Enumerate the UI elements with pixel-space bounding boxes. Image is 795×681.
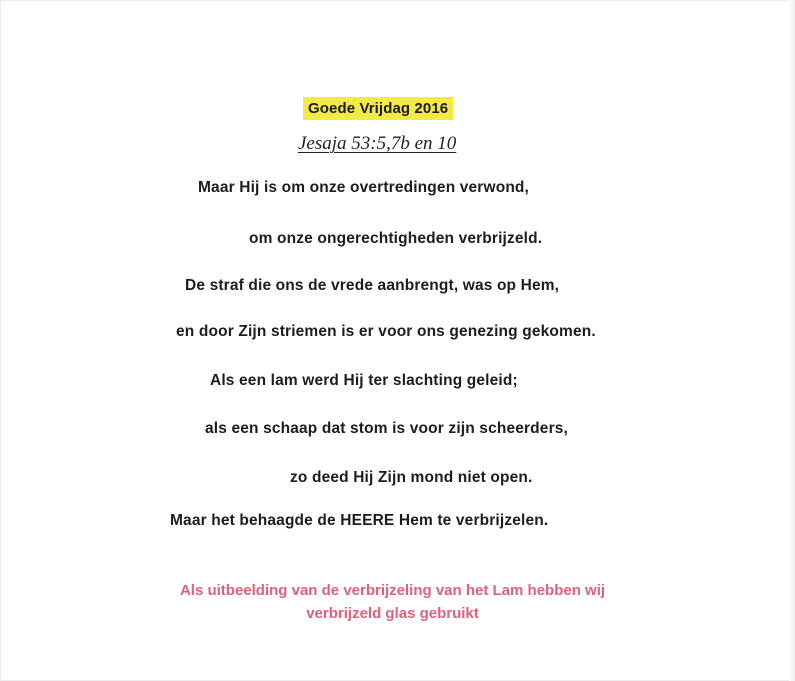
document-title: Goede Vrijdag 2016 — [308, 100, 449, 117]
verse-line: om onze ongerechtigheden verbrijzeld. — [249, 230, 543, 247]
verse-line: Maar het behaagde de HEERE Hem te verbrijzelen. — [170, 512, 549, 529]
verse-line: en door Zijn striemen is er voor ons genezing gekomen. — [176, 323, 596, 340]
verse-line: Als een lam werd Hij ter slachting geleid; — [210, 372, 518, 389]
note-line: Als uitbeelding van de verbrijzeling van het Lam hebben wij — [179, 582, 606, 599]
verse-line: zo deed Hij Zijn mond niet open. — [290, 469, 533, 486]
verse-line: Maar Hij is om onze overtredingen verwond, — [198, 179, 530, 196]
explanation-note — [120, 579, 665, 625]
title-highlight — [303, 97, 453, 120]
scripture-reference: Jesaja 53:5,7b en 10 — [298, 133, 457, 154]
page-edge-shadow — [789, 0, 795, 681]
verse-line: De straf die ons de vrede aanbrengt, was op Hem, — [185, 277, 560, 294]
note-line: verbrijzeld glas gebruikt — [306, 605, 479, 622]
verse-line: als een schaap dat stom is voor zijn scheerders, — [205, 420, 568, 437]
